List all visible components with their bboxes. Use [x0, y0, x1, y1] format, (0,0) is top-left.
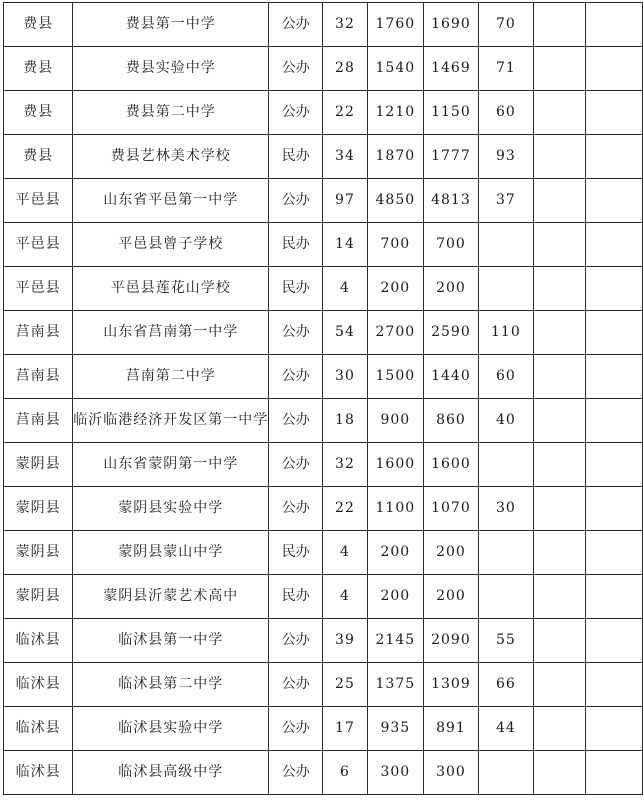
plan-total-cell: 2700 [367, 311, 423, 355]
empty-cell [533, 663, 585, 707]
table-row [4, 531, 643, 575]
classes-cell: 32 [323, 3, 367, 47]
empty-cell [533, 179, 585, 223]
school-name-cell: 临沂临港经济开发区第一中学 [73, 399, 269, 443]
classes-cell: 4 [323, 267, 367, 311]
plan-total-cell: 4850 [367, 179, 423, 223]
county-cell: 蒙阴县 [4, 531, 73, 575]
table-row [4, 47, 643, 91]
classes-cell: 6 [323, 751, 367, 795]
enrollment-table [3, 2, 643, 795]
extra-cell [478, 531, 533, 575]
county-cell: 临沭县 [4, 663, 73, 707]
empty-cell [585, 619, 642, 663]
county-cell: 平邑县 [4, 179, 73, 223]
plan-total-cell: 200 [367, 575, 423, 619]
empty-cell [533, 531, 585, 575]
extra-cell [478, 223, 533, 267]
extra-cell: 66 [478, 663, 533, 707]
plan-sub-cell: 891 [424, 707, 479, 751]
plan-total-cell: 1500 [367, 355, 423, 399]
empty-cell [585, 663, 642, 707]
empty-cell [585, 179, 642, 223]
school-type-cell: 公办 [269, 179, 323, 223]
extra-cell: 60 [478, 355, 533, 399]
empty-cell [533, 267, 585, 311]
table-row [4, 3, 643, 47]
school-name-cell: 山东省蒙阴第一中学 [73, 443, 269, 487]
county-cell: 莒南县 [4, 355, 73, 399]
school-name-cell: 蒙阴县沂蒙艺术高中 [73, 575, 269, 619]
school-name-cell: 蒙阴县蒙山中学 [73, 531, 269, 575]
extra-cell: 71 [478, 47, 533, 91]
school-type-cell: 民办 [269, 223, 323, 267]
plan-sub-cell: 1309 [424, 663, 479, 707]
county-cell: 费县 [4, 3, 73, 47]
empty-cell [585, 267, 642, 311]
classes-cell: 97 [323, 179, 367, 223]
county-cell: 蒙阴县 [4, 487, 73, 531]
county-cell: 蒙阴县 [4, 443, 73, 487]
school-type-cell: 公办 [269, 47, 323, 91]
empty-cell [533, 223, 585, 267]
plan-sub-cell: 700 [424, 223, 479, 267]
plan-sub-cell: 2590 [424, 311, 479, 355]
plan-total-cell: 1600 [367, 443, 423, 487]
plan-sub-cell: 1070 [424, 487, 479, 531]
school-type-cell: 公办 [269, 399, 323, 443]
school-name-cell: 平邑县曾子学校 [73, 223, 269, 267]
table-body [4, 3, 643, 795]
school-name-cell: 莒南第二中学 [73, 355, 269, 399]
plan-sub-cell: 860 [424, 399, 479, 443]
county-cell: 莒南县 [4, 399, 73, 443]
plan-sub-cell: 2090 [424, 619, 479, 663]
plan-sub-cell: 1150 [424, 91, 479, 135]
table-row [4, 487, 643, 531]
plan-sub-cell: 200 [424, 531, 479, 575]
table-row [4, 311, 643, 355]
plan-total-cell: 1100 [367, 487, 423, 531]
empty-cell [533, 707, 585, 751]
classes-cell: 39 [323, 619, 367, 663]
extra-cell: 55 [478, 619, 533, 663]
school-type-cell: 公办 [269, 751, 323, 795]
plan-total-cell: 1540 [367, 47, 423, 91]
plan-total-cell: 300 [367, 751, 423, 795]
school-name-cell: 山东省莒南第一中学 [73, 311, 269, 355]
empty-cell [585, 311, 642, 355]
empty-cell [585, 443, 642, 487]
empty-cell [533, 487, 585, 531]
classes-cell: 30 [323, 355, 367, 399]
classes-cell: 34 [323, 135, 367, 179]
county-cell: 临沭县 [4, 751, 73, 795]
empty-cell [533, 355, 585, 399]
empty-cell [533, 311, 585, 355]
table-row [4, 751, 643, 795]
plan-sub-cell: 1777 [424, 135, 479, 179]
plan-total-cell: 1375 [367, 663, 423, 707]
extra-cell: 93 [478, 135, 533, 179]
empty-cell [585, 707, 642, 751]
school-type-cell: 公办 [269, 487, 323, 531]
classes-cell: 17 [323, 707, 367, 751]
empty-cell [533, 575, 585, 619]
table-row [4, 707, 643, 751]
plan-total-cell: 900 [367, 399, 423, 443]
empty-cell [585, 751, 642, 795]
empty-cell [533, 399, 585, 443]
school-type-cell: 民办 [269, 135, 323, 179]
school-name-cell: 临沭县实验中学 [73, 707, 269, 751]
table-row [4, 399, 643, 443]
empty-cell [585, 91, 642, 135]
classes-cell: 4 [323, 531, 367, 575]
empty-cell [585, 135, 642, 179]
table-row [4, 355, 643, 399]
empty-cell [585, 355, 642, 399]
table-row [4, 223, 643, 267]
school-type-cell: 公办 [269, 707, 323, 751]
school-type-cell: 民办 [269, 575, 323, 619]
county-cell: 莒南县 [4, 311, 73, 355]
extra-cell: 30 [478, 487, 533, 531]
empty-cell [585, 531, 642, 575]
school-type-cell: 民办 [269, 531, 323, 575]
plan-sub-cell: 1440 [424, 355, 479, 399]
table-row [4, 575, 643, 619]
extra-cell [478, 267, 533, 311]
classes-cell: 14 [323, 223, 367, 267]
table-row [4, 135, 643, 179]
empty-cell [585, 575, 642, 619]
extra-cell [478, 443, 533, 487]
empty-cell [533, 443, 585, 487]
plan-sub-cell: 1469 [424, 47, 479, 91]
plan-total-cell: 200 [367, 267, 423, 311]
school-name-cell: 费县实验中学 [73, 47, 269, 91]
plan-total-cell: 200 [367, 531, 423, 575]
school-type-cell: 公办 [269, 91, 323, 135]
table-row [4, 663, 643, 707]
empty-cell [585, 223, 642, 267]
school-name-cell: 费县第二中学 [73, 91, 269, 135]
plan-total-cell: 700 [367, 223, 423, 267]
empty-cell [533, 751, 585, 795]
empty-cell [533, 47, 585, 91]
classes-cell: 28 [323, 47, 367, 91]
extra-cell [478, 751, 533, 795]
school-name-cell: 蒙阴县实验中学 [73, 487, 269, 531]
extra-cell: 37 [478, 179, 533, 223]
county-cell: 蒙阴县 [4, 575, 73, 619]
plan-sub-cell: 200 [424, 575, 479, 619]
school-type-cell: 公办 [269, 663, 323, 707]
school-name-cell: 临沭县第一中学 [73, 619, 269, 663]
classes-cell: 4 [323, 575, 367, 619]
empty-cell [585, 47, 642, 91]
school-name-cell: 临沭县第二中学 [73, 663, 269, 707]
school-type-cell: 公办 [269, 443, 323, 487]
school-name-cell: 平邑县莲花山学校 [73, 267, 269, 311]
plan-total-cell: 1760 [367, 3, 423, 47]
school-type-cell: 公办 [269, 355, 323, 399]
plan-sub-cell: 200 [424, 267, 479, 311]
school-name-cell: 费县艺林美术学校 [73, 135, 269, 179]
classes-cell: 18 [323, 399, 367, 443]
table-row [4, 179, 643, 223]
plan-sub-cell: 300 [424, 751, 479, 795]
plan-sub-cell: 1690 [424, 3, 479, 47]
school-type-cell: 公办 [269, 311, 323, 355]
empty-cell [533, 91, 585, 135]
empty-cell [585, 399, 642, 443]
classes-cell: 22 [323, 487, 367, 531]
table-row [4, 443, 643, 487]
extra-cell [478, 575, 533, 619]
plan-sub-cell: 1600 [424, 443, 479, 487]
empty-cell [533, 619, 585, 663]
plan-total-cell: 935 [367, 707, 423, 751]
school-type-cell: 公办 [269, 3, 323, 47]
plan-total-cell: 1210 [367, 91, 423, 135]
classes-cell: 54 [323, 311, 367, 355]
county-cell: 平邑县 [4, 223, 73, 267]
school-name-cell: 山东省平邑第一中学 [73, 179, 269, 223]
classes-cell: 22 [323, 91, 367, 135]
extra-cell: 70 [478, 3, 533, 47]
empty-cell [533, 135, 585, 179]
county-cell: 平邑县 [4, 267, 73, 311]
plan-sub-cell: 4813 [424, 179, 479, 223]
extra-cell: 40 [478, 399, 533, 443]
county-cell: 临沭县 [4, 619, 73, 663]
county-cell: 费县 [4, 91, 73, 135]
county-cell: 费县 [4, 135, 73, 179]
school-name-cell: 临沭县高级中学 [73, 751, 269, 795]
school-type-cell: 公办 [269, 619, 323, 663]
classes-cell: 25 [323, 663, 367, 707]
empty-cell [585, 487, 642, 531]
extra-cell: 110 [478, 311, 533, 355]
extra-cell: 44 [478, 707, 533, 751]
empty-cell [533, 3, 585, 47]
table-row [4, 267, 643, 311]
school-name-cell: 费县第一中学 [73, 3, 269, 47]
classes-cell: 32 [323, 443, 367, 487]
table-row [4, 619, 643, 663]
empty-cell [585, 3, 642, 47]
plan-total-cell: 1870 [367, 135, 423, 179]
school-type-cell: 民办 [269, 267, 323, 311]
county-cell: 临沭县 [4, 707, 73, 751]
extra-cell: 60 [478, 91, 533, 135]
county-cell: 费县 [4, 47, 73, 91]
plan-total-cell: 2145 [367, 619, 423, 663]
table-row [4, 91, 643, 135]
